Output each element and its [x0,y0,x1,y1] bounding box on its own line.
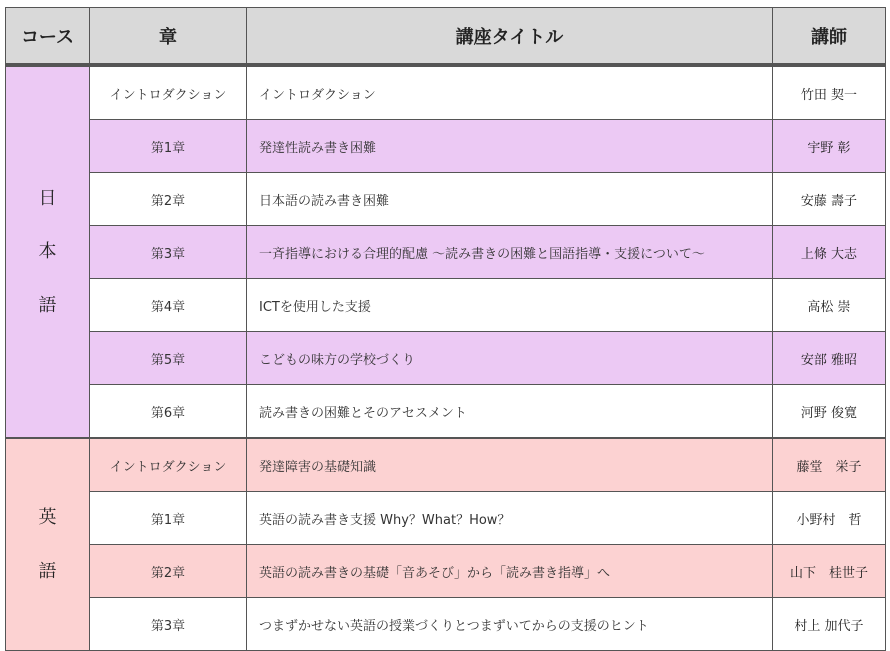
header-instructor: 講師 [773,8,886,66]
course-table [5,7,886,651]
chapter-cell: 第2章 [90,173,247,226]
table-row [6,226,886,279]
table-row [6,332,886,385]
instructor-cell: 上條 大志 [773,226,886,279]
instructor-cell: 高松 崇 [773,279,886,332]
title-cell: 英語の読み書きの基礎「音あそび」から「読み書き指導」へ [247,545,773,598]
table-row [6,598,886,651]
table-row [6,65,886,120]
title-cell: 発達性読み書き困難 [247,120,773,173]
table-row [6,545,886,598]
instructor-cell: 小野村 哲 [773,492,886,545]
instructor-cell: 河野 俊寛 [773,385,886,439]
course-japanese [6,65,90,438]
header-course: コース [6,8,90,66]
header-row [6,8,886,66]
table-row [6,438,886,492]
instructor-cell: 宇野 彰 [773,120,886,173]
title-cell: 日本語の読み書き困難 [247,173,773,226]
table-row [6,492,886,545]
title-cell: 英語の読み書き支援 Why？What？How？ [247,492,773,545]
chapter-cell: 第3章 [90,226,247,279]
course-japanese-char: 語 [38,294,57,316]
title-cell: 発達障害の基礎知識 [247,438,773,492]
header-chapter: 章 [90,8,247,66]
title-cell: 読み書きの困難とそのアセスメント [247,385,773,439]
instructor-cell: 村上 加代子 [773,598,886,651]
chapter-cell: 第4章 [90,279,247,332]
instructor-cell: 山下 桂世子 [773,545,886,598]
chapter-cell: イントロダクション [90,65,247,120]
instructor-cell: 竹田 契一 [773,65,886,120]
course-english-char: 英 [38,507,57,529]
chapter-cell: イントロダクション [90,438,247,492]
chapter-cell: 第3章 [90,598,247,651]
title-cell: こどもの味方の学校づくり [247,332,773,385]
table-row [6,173,886,226]
chapter-cell: 第1章 [90,492,247,545]
title-cell: つまずかせない英語の授業づくりとつまずいてからの支援のヒント [247,598,773,651]
course-english [6,438,90,651]
instructor-cell: 藤堂 栄子 [773,438,886,492]
chapter-cell: 第5章 [90,332,247,385]
title-cell: 一斉指導における合理的配慮 ～読み書きの困難と国語指導・支援について～ [247,226,773,279]
course-english-char: 語 [38,560,57,582]
course-japanese-char: 日 [38,188,57,210]
chapter-cell: 第1章 [90,120,247,173]
title-cell: ICTを使用した支援 [247,279,773,332]
instructor-cell: 安部 雅昭 [773,332,886,385]
instructor-cell: 安藤 壽子 [773,173,886,226]
chapter-cell: 第2章 [90,545,247,598]
table-row [6,120,886,173]
course-japanese-char: 本 [38,241,57,263]
table-row [6,385,886,439]
table-row [6,279,886,332]
header-title: 講座タイトル [247,8,773,66]
title-cell: イントロダクション [247,65,773,120]
chapter-cell: 第6章 [90,385,247,439]
